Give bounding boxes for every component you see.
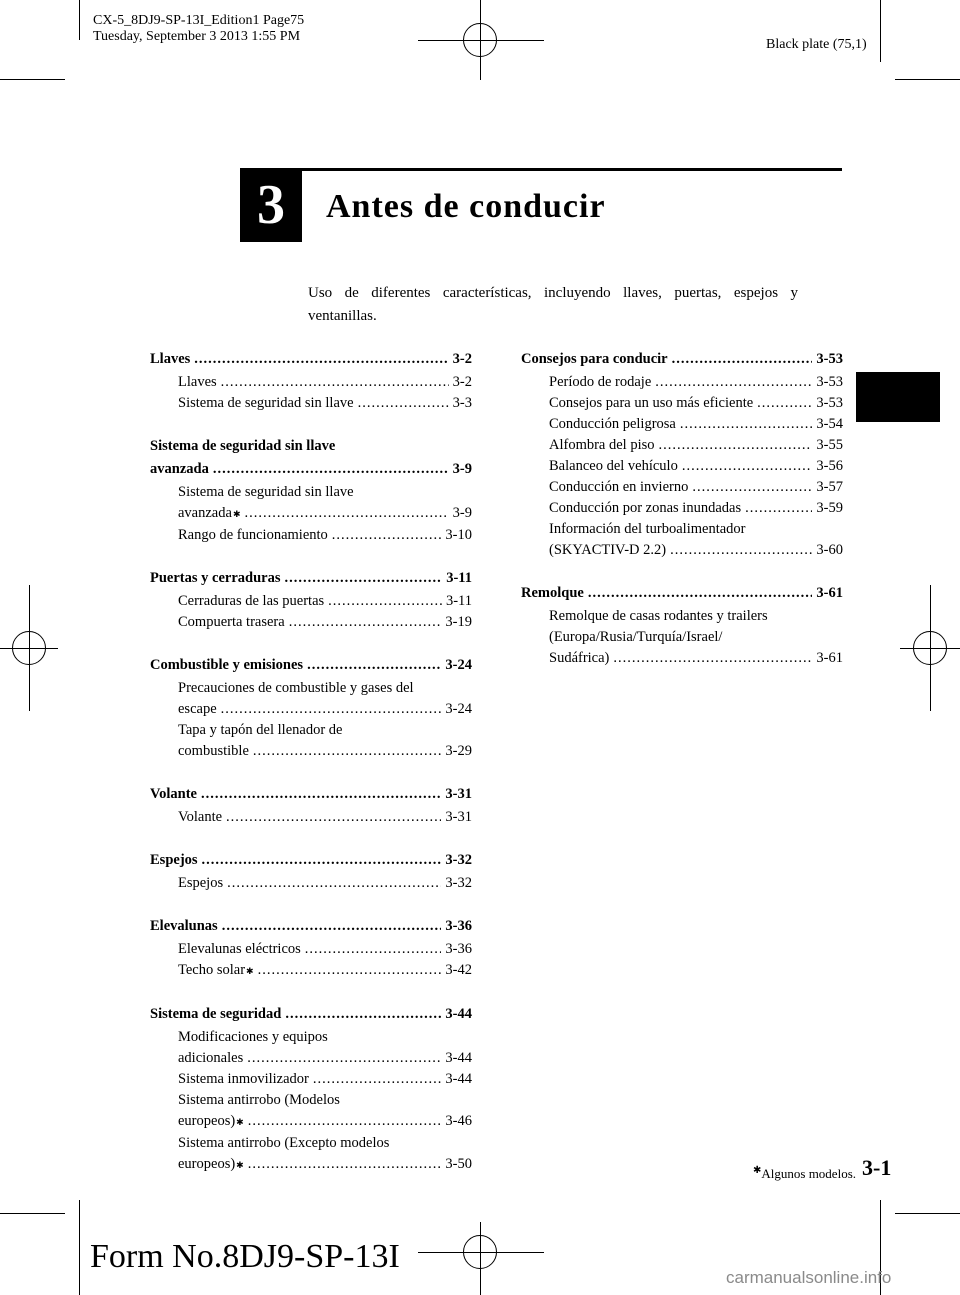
toc-entry-text: Elevalunas eléctricos: [178, 941, 301, 957]
toc-section-page: 3-31: [445, 786, 472, 802]
toc-leader: [757, 393, 812, 414]
toc-entry-text: Sistema inmovilizador: [178, 1071, 309, 1087]
toc-entry-page: 3-53: [816, 374, 843, 390]
star-icon: ✱: [232, 509, 241, 519]
toc-leader: [332, 525, 442, 546]
toc-section: [150, 915, 472, 982]
toc-entry-page: 3-44: [445, 1050, 472, 1066]
toc-section: [150, 654, 472, 762]
header-file-info: CX-5_8DJ9-SP-13I_Edition1 Page75: [93, 13, 305, 28]
toc-entry-page: 3-2: [452, 374, 472, 390]
toc-section-page: 3-2: [452, 351, 472, 367]
toc-entry: [178, 591, 472, 612]
toc-entry: [549, 372, 843, 393]
toc-entry: [178, 525, 472, 546]
toc-entry-text: combustible: [178, 743, 249, 759]
toc-entry: [178, 1069, 472, 1090]
toc-leader: [305, 939, 442, 960]
toc-entry-page: 3-61: [816, 650, 843, 666]
toc-leader: [258, 960, 442, 981]
chapter-rule: [240, 168, 842, 171]
toc-entry-line: [178, 591, 472, 612]
star-icon: ✱: [236, 1160, 244, 1170]
toc-right-column: [521, 348, 843, 690]
toc-entry: [178, 612, 472, 633]
toc-entry: [178, 960, 472, 982]
toc-entry-text: Conducción por zonas inundadas: [549, 500, 742, 516]
toc-entry: [549, 606, 843, 669]
toc-subsection-list: [521, 372, 843, 561]
toc-entry-page: 3-29: [445, 743, 472, 759]
toc-entry-text: Consejos para un uso más eficiente: [549, 395, 754, 411]
toc-entry: [178, 393, 472, 414]
toc-leader: [745, 498, 812, 519]
toc-leader: [313, 1069, 442, 1090]
toc-section-title: [150, 654, 472, 677]
toc-leader: [307, 654, 441, 677]
toc-section-title: [150, 783, 472, 806]
toc-section-title-text: Elevalunas: [150, 918, 218, 934]
toc-entry-text: Llaves: [178, 374, 217, 390]
toc-section-title-text: Consejos para conducir: [521, 351, 668, 367]
header-timestamp: Tuesday, September 3 2013 1:55 PM: [93, 29, 301, 44]
toc-entry-line: [549, 519, 843, 540]
toc-subsection-list: [150, 591, 472, 633]
toc-leader: [692, 477, 812, 498]
toc-leader: [588, 582, 813, 605]
toc-section: [150, 435, 472, 546]
toc-section-page: 3-32: [445, 852, 472, 868]
toc-entry-line: [549, 540, 843, 561]
toc-subsection-list: [521, 606, 843, 669]
toc-leader: [289, 612, 442, 633]
toc-entry-line: [549, 372, 843, 393]
toc-entry-text: escape: [178, 701, 217, 717]
toc-entry: [549, 393, 843, 414]
chapter-tab-marker: [856, 372, 940, 422]
toc-entry-text: Tapa y tapón del llenador de: [178, 722, 343, 738]
toc-entry-text: (SKYACTIV-D 2.2): [549, 542, 667, 558]
chapter-intro: Uso de diferentes características, incluyendo llaves, puertas, espejos y ventanillas.: [308, 285, 798, 324]
toc-section: [150, 1003, 472, 1176]
toc-entry-line: [549, 648, 843, 669]
toc-entry: [178, 482, 472, 525]
toc-entry-line: [178, 503, 472, 525]
toc-entry-line: [178, 393, 472, 414]
registration-mark-bottom: [463, 1235, 497, 1269]
toc-entry-page: 3-59: [816, 500, 843, 516]
toc-entry-line: [549, 627, 843, 648]
toc-subsection-list: [150, 372, 472, 414]
toc-section: [150, 849, 472, 894]
toc-entry-line: [178, 482, 472, 503]
star-icon: ✱: [236, 1117, 244, 1127]
toc-entry-text: Sistema antirrobo (Modelos: [178, 1092, 340, 1108]
toc-entry-line: [178, 720, 472, 741]
toc-left-column: [150, 348, 472, 1197]
toc-leader: [659, 435, 813, 456]
toc-entry: [178, 873, 472, 894]
toc-leader: [253, 741, 442, 762]
toc-section-title: [521, 582, 843, 605]
toc-section: [150, 348, 472, 414]
toc-entry: [178, 939, 472, 960]
toc-entry-page: 3-54: [816, 416, 843, 432]
toc-leader: [285, 1003, 441, 1026]
toc-leader: [670, 540, 812, 561]
toc-entry-text: Conducción en invierno: [549, 479, 689, 495]
toc-entry: [549, 519, 843, 561]
toc-entry: [178, 720, 472, 762]
toc-entry-text: Sistema antirrobo (Excepto modelos: [178, 1135, 390, 1151]
toc-entry-line: [549, 414, 843, 435]
toc-entry-line: [178, 699, 472, 720]
toc-leader: [227, 873, 441, 894]
toc-section: [521, 582, 843, 669]
toc-leader: [222, 915, 442, 938]
toc-entry-line: [178, 741, 472, 762]
toc-entry-text: Volante: [178, 809, 223, 825]
toc-entry-page: 3-3: [452, 395, 472, 411]
page-number: 3-1: [862, 1155, 892, 1180]
toc-entry-line: [549, 477, 843, 498]
toc-entry-line: [178, 612, 472, 633]
toc-entry-text: Sistema de seguridad sin llave: [178, 395, 354, 411]
toc-entry-text: adicionales: [178, 1050, 244, 1066]
toc-entry-text: Sistema de seguridad sin llave: [178, 484, 354, 500]
toc-leader: [613, 648, 812, 669]
toc-section-title-text: Combustible y emisiones: [150, 657, 304, 673]
toc-entry-text: Precauciones de combustible y gases del: [178, 680, 414, 696]
toc-leader: [284, 567, 442, 590]
toc-section-page: 3-36: [445, 918, 472, 934]
toc-entry-line: [178, 1048, 472, 1069]
footnote-text: Algunos modelos.: [761, 1166, 857, 1181]
toc-leader: [221, 372, 449, 393]
toc-entry-line: [178, 873, 472, 894]
toc-section-title: [150, 849, 472, 872]
toc-subsection-list: [150, 939, 472, 982]
toc-entry-text: Compuerta trasera: [178, 614, 285, 630]
registration-mark-top: [463, 23, 497, 57]
toc-section: [150, 783, 472, 828]
toc-subsection-list: [150, 807, 472, 828]
toc-entry-line: [178, 939, 472, 960]
toc-leader: [248, 1111, 442, 1132]
toc-entry-line: [549, 435, 843, 456]
toc-entry-line: [549, 606, 843, 627]
toc-section-title: [150, 567, 472, 590]
toc-entry-line: [178, 807, 472, 828]
registration-mark-right: [913, 631, 947, 665]
toc-section: [150, 567, 472, 633]
toc-leader: [358, 393, 449, 414]
toc-entry-line: [178, 1133, 472, 1154]
toc-entry-page: 3-60: [816, 542, 843, 558]
toc-entry: [549, 498, 843, 519]
toc-subsection-list: [150, 1027, 472, 1176]
toc-section: [521, 348, 843, 561]
toc-entry-page: 3-55: [816, 437, 843, 453]
toc-entry: [549, 456, 843, 477]
toc-section-title-text: Espejos: [150, 852, 198, 868]
toc-leader: [247, 1048, 441, 1069]
toc-entry-text: Período de rodaje: [549, 374, 652, 390]
toc-entry-page: 3-19: [445, 614, 472, 630]
footnote-star-icon: ✱: [753, 1165, 762, 1176]
toc-leader: [682, 456, 813, 477]
toc-leader: [672, 348, 813, 371]
toc-section-title-text: Sistema de seguridad: [150, 1006, 282, 1022]
toc-section-title: [150, 458, 472, 481]
toc-leader: [194, 348, 448, 371]
header-plate: Black plate (75,1): [766, 37, 867, 52]
toc-entry-text: Sudáfrica): [549, 650, 610, 666]
toc-section-page: 3-24: [445, 657, 472, 673]
toc-leader: [244, 503, 448, 524]
toc-entry-page: 3-57: [816, 479, 843, 495]
toc-entry-page: 3-10: [445, 527, 472, 543]
toc-section-page: 3-44: [445, 1006, 472, 1022]
toc-entry-line: [178, 678, 472, 699]
toc-section-page: 3-53: [816, 351, 843, 367]
toc-entry-line: [178, 525, 472, 546]
toc-entry-text: Alfombra del piso: [549, 437, 655, 453]
chapter-number-box: 3: [240, 168, 302, 242]
toc-entry-line: [549, 498, 843, 519]
toc-entry-page: 3-36: [445, 941, 472, 957]
registration-mark-left: [12, 631, 46, 665]
toc-entry-text: Techo solar: [178, 962, 246, 978]
toc-entry-text: Información del turboalimentador: [549, 521, 746, 537]
toc-entry-line: [178, 1154, 472, 1176]
toc-section-title: [150, 435, 472, 458]
toc-entry-page: 3-50: [445, 1156, 472, 1172]
toc-entry-text: Modificaciones y equipos: [178, 1029, 328, 1045]
toc-entry-page: 3-56: [816, 458, 843, 474]
toc-entry-page: 3-53: [816, 395, 843, 411]
toc-entry-line: [178, 1027, 472, 1048]
toc-entry: [549, 477, 843, 498]
toc-entry-page: 3-44: [445, 1071, 472, 1087]
toc-leader: [328, 591, 442, 612]
toc-leader: [226, 807, 441, 828]
toc-subsection-list: [150, 873, 472, 894]
toc-entry-text: avanzada: [178, 505, 232, 521]
toc-entry: [178, 1027, 472, 1069]
star-icon: ✱: [246, 966, 254, 976]
toc-entry: [549, 435, 843, 456]
watermark: carmanualsonline.info: [726, 1268, 892, 1287]
toc-entry: [178, 1090, 472, 1133]
toc-entry: [549, 414, 843, 435]
toc-entry: [178, 1133, 472, 1176]
toc-entry-page: 3-42: [445, 962, 472, 978]
toc-entry-line: [549, 393, 843, 414]
toc-leader: [202, 849, 442, 872]
toc-entry-line: [178, 372, 472, 393]
toc-section-title-text: Remolque: [521, 585, 584, 601]
toc-leader: [680, 414, 813, 435]
toc-entry-line: [178, 1111, 472, 1133]
toc-entry-page: 3-24: [445, 701, 472, 717]
toc-entry-line: [178, 960, 472, 982]
toc-entry-page: 3-11: [445, 593, 472, 609]
toc-section-page: 3-11: [446, 570, 472, 586]
toc-entry-text: Cerraduras de las puertas: [178, 593, 325, 609]
footnote: [752, 1165, 856, 1182]
toc-entry-text: Espejos: [178, 875, 224, 891]
toc-entry-page: 3-46: [445, 1113, 472, 1129]
toc-subsection-list: [150, 482, 472, 546]
toc-entry-page: 3-32: [445, 875, 472, 891]
toc-entry-page: 3-9: [452, 505, 472, 521]
toc-section-title-text: Llaves: [150, 351, 191, 367]
toc-entry: [178, 372, 472, 393]
toc-entry-text: Rango de funcionamiento: [178, 527, 328, 543]
toc-entry: [178, 678, 472, 720]
toc-leader: [221, 699, 442, 720]
toc-section-title: [521, 348, 843, 371]
toc-entry: [178, 807, 472, 828]
toc-section-title-text: Sistema de seguridad sin llave: [150, 438, 336, 454]
toc-leader: [248, 1154, 442, 1175]
toc-entry-text: europeos): [178, 1156, 236, 1172]
toc-section-page: 3-9: [452, 461, 472, 477]
toc-entry-line: [178, 1069, 472, 1090]
toc-leader: [655, 372, 812, 393]
toc-section-title-text: avanzada: [150, 461, 209, 477]
toc-subsection-list: [150, 678, 472, 762]
chapter-title: Antes de conducir: [326, 188, 606, 225]
toc-section-title: [150, 348, 472, 371]
form-number: Form No.8DJ9-SP-13I: [90, 1238, 400, 1275]
toc-section-title-text: Puertas y cerraduras: [150, 570, 281, 586]
toc-entry-line: [549, 456, 843, 477]
toc-entry-text: (Europa/Rusia/Turquía/Israel/: [549, 629, 723, 645]
toc-section-title: [150, 1003, 472, 1026]
toc-entry-text: Balanceo del vehículo: [549, 458, 678, 474]
toc-entry-text: europeos): [178, 1113, 236, 1129]
toc-entry-text: Conducción peligrosa: [549, 416, 676, 432]
toc-entry-line: [178, 1090, 472, 1111]
toc-leader: [213, 458, 449, 481]
toc-section-title: [150, 915, 472, 938]
toc-entry-page: 3-31: [445, 809, 472, 825]
toc-entry-text: Remolque de casas rodantes y trailers: [549, 608, 768, 624]
toc-section-page: 3-61: [816, 585, 843, 601]
toc-leader: [201, 783, 441, 806]
toc-section-title-text: Volante: [150, 786, 197, 802]
